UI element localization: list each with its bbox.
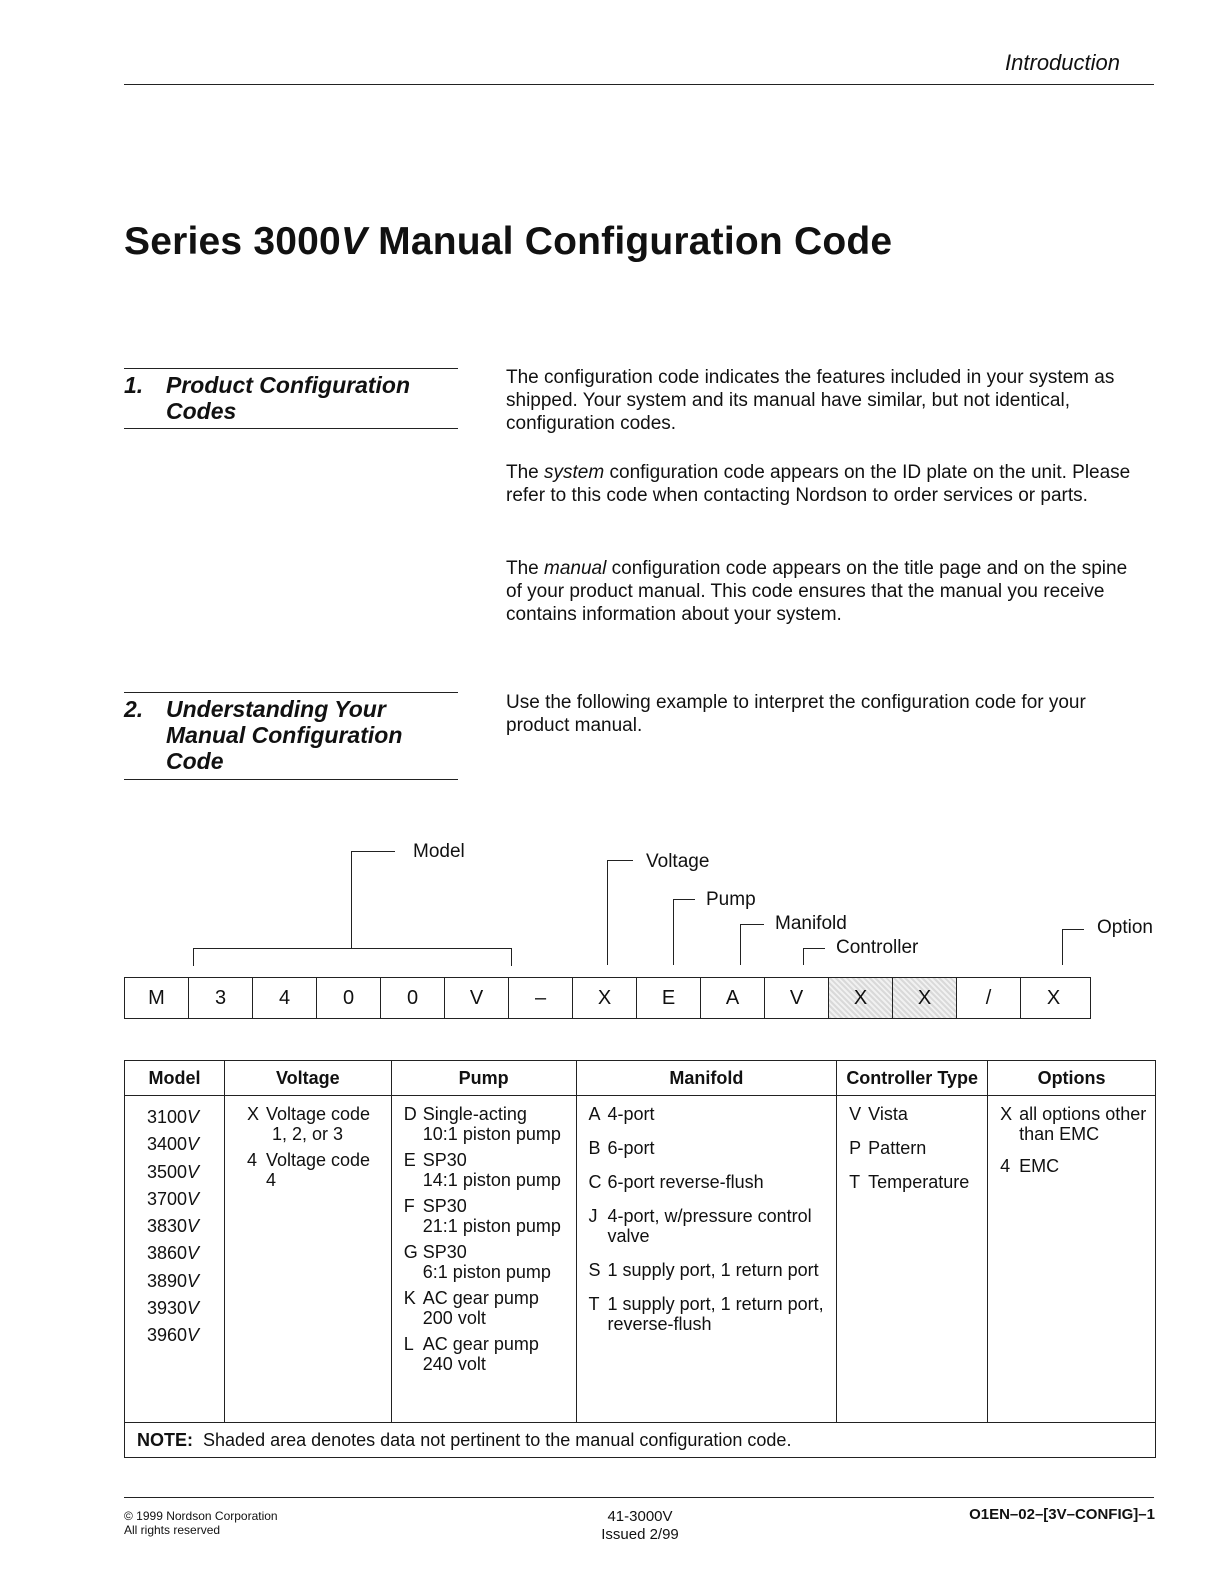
manifold-item <box>589 1206 831 1246</box>
manifold-column <box>576 1096 837 1423</box>
pump-desc-line: 14:1 piston pump <box>422 1170 561 1190</box>
section1-para1: The configuration code indicates the features included in your system as shipped. Your system and its manual have similar, but not identical, configuration codes. <box>506 367 1115 434</box>
manifold-item <box>589 1104 831 1124</box>
pump-desc <box>423 1150 561 1190</box>
section2-rule-top <box>124 692 458 693</box>
section1-rule-bottom <box>124 428 458 429</box>
table-note-row <box>125 1423 1156 1458</box>
model-bracket-span <box>193 948 512 949</box>
controller-leader-stem <box>803 948 804 965</box>
model-suffix: V <box>187 1298 200 1319</box>
para2-suffix: configuration code appears on the ID plate on the unit. Please refer to this code when contacting Nordson to order services or parts. <box>506 462 1131 506</box>
pump-code: D <box>403 1104 417 1124</box>
controller-column <box>837 1096 988 1423</box>
code-cell: – <box>509 978 573 1018</box>
code-cell: V <box>445 978 509 1018</box>
code-cell: X <box>1046 986 1061 1009</box>
para2-emphasis: system <box>544 462 605 483</box>
pump-item <box>404 1104 570 1144</box>
model-number: 3100 <box>147 1107 188 1127</box>
options-desc: EMC <box>1019 1156 1060 1176</box>
header-controller-type: Controller Type <box>837 1061 988 1096</box>
code-cell: A <box>701 978 765 1018</box>
note-text: Shaded area denotes data not pertinent to the manual configuration code. <box>203 1429 792 1450</box>
para3-suffix: configuration code appears on the title page and on the spine of your product manual. This code ensures that the manual you receive contains information about your system. <box>506 558 1128 625</box>
controller-item <box>849 1172 981 1192</box>
title-v: V <box>340 220 368 263</box>
controller-code: T <box>849 1172 861 1192</box>
pump-label: Pump <box>706 889 756 910</box>
pump-desc-line: 200 volt <box>422 1308 486 1328</box>
title-prefix: Series 3000 <box>124 220 341 263</box>
manifold-item <box>589 1172 831 1192</box>
manifold-code: A <box>588 1104 601 1124</box>
controller-desc: Temperature <box>868 1172 970 1192</box>
pump-desc-line: AC gear pump <box>422 1288 539 1308</box>
footer-copyright: © 1999 Nordson Corporation <box>124 1509 278 1523</box>
model-item <box>137 1268 218 1295</box>
pump-item <box>404 1288 570 1328</box>
config-code-table <box>124 1060 1156 1458</box>
pump-desc-line: Single-acting <box>422 1104 527 1124</box>
code-cell: E <box>637 978 701 1018</box>
option-leader-stem <box>1062 929 1063 965</box>
code-cell: 4 <box>253 978 317 1018</box>
pump-code: F <box>403 1196 415 1216</box>
manifold-leader-top <box>740 924 764 925</box>
manifold-desc-line: valve <box>607 1226 650 1246</box>
manifold-desc <box>608 1206 812 1246</box>
manifold-desc: 6-port reverse-flush <box>607 1172 764 1192</box>
voltage-desc-line: 1, 2, or 3 <box>271 1124 343 1144</box>
manifold-desc <box>608 1294 824 1334</box>
table-body-row <box>125 1096 1156 1423</box>
model-suffix: V <box>187 1325 200 1346</box>
header-pump: Pump <box>391 1061 576 1096</box>
pump-item <box>404 1150 570 1190</box>
section1-para2 <box>506 461 1146 507</box>
model-suffix: V <box>187 1243 200 1264</box>
controller-desc: Pattern <box>868 1138 927 1158</box>
model-number: 3700 <box>147 1188 188 1209</box>
title-suffix: Manual Configuration Code <box>378 220 893 263</box>
header-voltage: Voltage <box>224 1061 391 1096</box>
pump-code: E <box>403 1150 416 1170</box>
footer-rights: All rights reserved <box>124 1523 221 1537</box>
pump-leader-stem <box>673 899 674 965</box>
code-cell: 0 <box>317 978 381 1018</box>
model-suffix: V <box>187 1161 200 1182</box>
pump-item <box>404 1196 570 1236</box>
table-note <box>125 1423 1156 1458</box>
options-desc <box>1019 1104 1146 1144</box>
para3-emphasis: manual <box>544 558 607 579</box>
manifold-desc: 6-port <box>607 1138 655 1158</box>
model-item <box>137 1295 218 1322</box>
voltage-desc: Voltage code 4 <box>265 1150 371 1190</box>
controller-desc: Vista <box>868 1104 908 1124</box>
controller-label: Controller <box>836 937 919 958</box>
section2-heading-text: Understanding Your Manual Configuration Code <box>166 696 403 774</box>
pump-desc-line: 10:1 piston pump <box>422 1124 561 1144</box>
manifold-code: T <box>588 1294 600 1314</box>
section2-rule-bottom <box>124 779 458 780</box>
manifold-item <box>589 1260 831 1280</box>
section2-heading <box>124 696 458 774</box>
footer-rule <box>124 1497 1154 1498</box>
voltage-desc-line: Voltage code <box>265 1104 371 1124</box>
model-bracket-right-tick <box>511 948 512 966</box>
footer-doc-number: 41-3000V <box>607 1508 673 1525</box>
voltage-code: 4 <box>246 1150 257 1170</box>
pump-desc-line: 6:1 piston pump <box>422 1262 551 1282</box>
voltage-code: X <box>246 1104 259 1124</box>
code-cell-shaded: X <box>829 978 893 1018</box>
note-label: NOTE: <box>137 1429 193 1450</box>
pump-desc-line: 21:1 piston pump <box>422 1216 561 1236</box>
pump-desc-line: SP30 <box>422 1196 467 1216</box>
option-leader-top <box>1062 929 1084 930</box>
model-item <box>137 1159 218 1186</box>
model-number: 3830 <box>147 1216 188 1237</box>
pump-item <box>404 1242 570 1282</box>
table-header-row <box>125 1061 1156 1096</box>
model-item <box>137 1240 218 1267</box>
model-item <box>137 1131 218 1158</box>
options-item <box>1000 1104 1149 1144</box>
manifold-leader-stem <box>740 924 741 965</box>
footer-issued: Issued 2/99 <box>601 1526 679 1543</box>
options-desc-line: than EMC <box>1019 1124 1100 1144</box>
option-label: Option <box>1097 917 1153 938</box>
section1-heading-text: Product Configuration Codes <box>166 372 411 424</box>
running-header: Introduction <box>1005 50 1120 75</box>
model-bracket-left-tick <box>193 948 194 966</box>
code-cell: / <box>957 978 1021 1018</box>
pump-column <box>391 1096 576 1423</box>
para2-prefix: The <box>506 462 545 483</box>
code-cell: 3 <box>189 978 253 1018</box>
footer-page-code: O1EN–02–[3V–CONFIG]–1 <box>969 1506 1155 1523</box>
pump-desc-line: SP30 <box>422 1150 467 1170</box>
model-number: 3400 <box>147 1134 188 1155</box>
manifold-code: C <box>588 1172 602 1192</box>
model-suffix: V <box>187 1107 200 1127</box>
manifold-code: J <box>588 1206 598 1226</box>
model-suffix: V <box>187 1216 200 1237</box>
section1-heading <box>124 372 458 424</box>
pump-desc-line: SP30 <box>422 1242 467 1262</box>
footer-copyright-block <box>124 1509 278 1537</box>
header-rule <box>124 84 1154 85</box>
manifold-desc-line: reverse-flush <box>607 1314 712 1334</box>
para3-prefix: The <box>506 558 545 579</box>
voltage-leader-top <box>607 860 633 861</box>
model-suffix: V <box>187 1134 200 1155</box>
voltage-leader-stem <box>607 860 608 965</box>
section1-number: 1. <box>124 372 144 398</box>
voltage-label: Voltage <box>646 851 710 872</box>
model-number: 3860 <box>147 1243 188 1264</box>
manifold-desc: 4-port <box>607 1104 655 1124</box>
header-model: Model <box>125 1061 225 1096</box>
pump-desc <box>423 1288 539 1328</box>
pump-code: L <box>403 1334 414 1354</box>
voltage-desc <box>266 1104 370 1144</box>
pump-leader-top <box>673 899 695 900</box>
controller-code: V <box>849 1104 862 1124</box>
section2-para: Use the following example to interpret the configuration code for your product manual. <box>506 692 1086 736</box>
pump-desc <box>423 1334 539 1374</box>
model-suffix: V <box>187 1188 200 1209</box>
voltage-item <box>247 1104 385 1144</box>
manifold-item <box>589 1138 831 1158</box>
model-item <box>137 1213 218 1240</box>
pump-desc <box>423 1242 551 1282</box>
manifold-code: S <box>588 1260 601 1280</box>
manifold-code: B <box>588 1138 601 1158</box>
controller-item <box>849 1138 981 1158</box>
code-cell: V <box>765 978 829 1018</box>
manifold-item <box>589 1294 831 1334</box>
model-bracket-stem <box>351 851 352 948</box>
model-item <box>137 1186 218 1213</box>
section1-para3 <box>506 557 1146 626</box>
model-item <box>137 1322 218 1349</box>
manifold-label: Manifold <box>775 913 847 934</box>
section2-number: 2. <box>124 696 144 722</box>
voltage-column <box>224 1096 391 1423</box>
options-desc-line: all options other <box>1019 1104 1147 1124</box>
voltage-item <box>247 1150 385 1190</box>
code-cell-shaded: X <box>893 978 957 1018</box>
pump-desc <box>423 1196 561 1236</box>
header-options: Options <box>988 1061 1156 1096</box>
footer-doc-block <box>560 1508 720 1544</box>
pump-code: G <box>403 1242 418 1262</box>
manifold-desc-line: 4-port, w/pressure control <box>607 1206 812 1226</box>
code-cell: 0 <box>381 978 445 1018</box>
options-code: 4 <box>1000 1156 1011 1176</box>
model-item <box>137 1104 218 1131</box>
controller-item <box>849 1104 981 1124</box>
model-label: Model <box>413 841 465 862</box>
pump-item <box>404 1334 570 1374</box>
code-cell: X <box>573 978 637 1018</box>
manifold-desc: 1 supply port, 1 return port <box>607 1260 819 1280</box>
config-code-row <box>124 977 1091 1019</box>
manifold-desc-line: 1 supply port, 1 return port, <box>607 1294 824 1314</box>
model-number: 3930 <box>147 1298 188 1319</box>
pump-code: K <box>403 1288 416 1308</box>
header-manifold: Manifold <box>576 1061 837 1096</box>
code-cell: M <box>125 978 189 1018</box>
options-column <box>988 1096 1156 1423</box>
section1-rule-top <box>124 368 458 369</box>
model-bracket-top <box>351 851 395 852</box>
pump-desc-line: 240 volt <box>422 1354 486 1374</box>
model-column <box>125 1096 225 1423</box>
model-number: 3500 <box>147 1161 188 1182</box>
controller-leader-top <box>803 948 825 949</box>
model-suffix: V <box>187 1270 200 1291</box>
options-item <box>1000 1156 1149 1176</box>
controller-code: P <box>849 1138 862 1158</box>
options-code: X <box>1000 1104 1013 1124</box>
pump-desc-line: AC gear pump <box>422 1334 539 1354</box>
model-number: 3960 <box>147 1325 188 1346</box>
page-title <box>124 220 892 264</box>
pump-desc <box>423 1104 561 1144</box>
model-number: 3890 <box>147 1270 188 1291</box>
